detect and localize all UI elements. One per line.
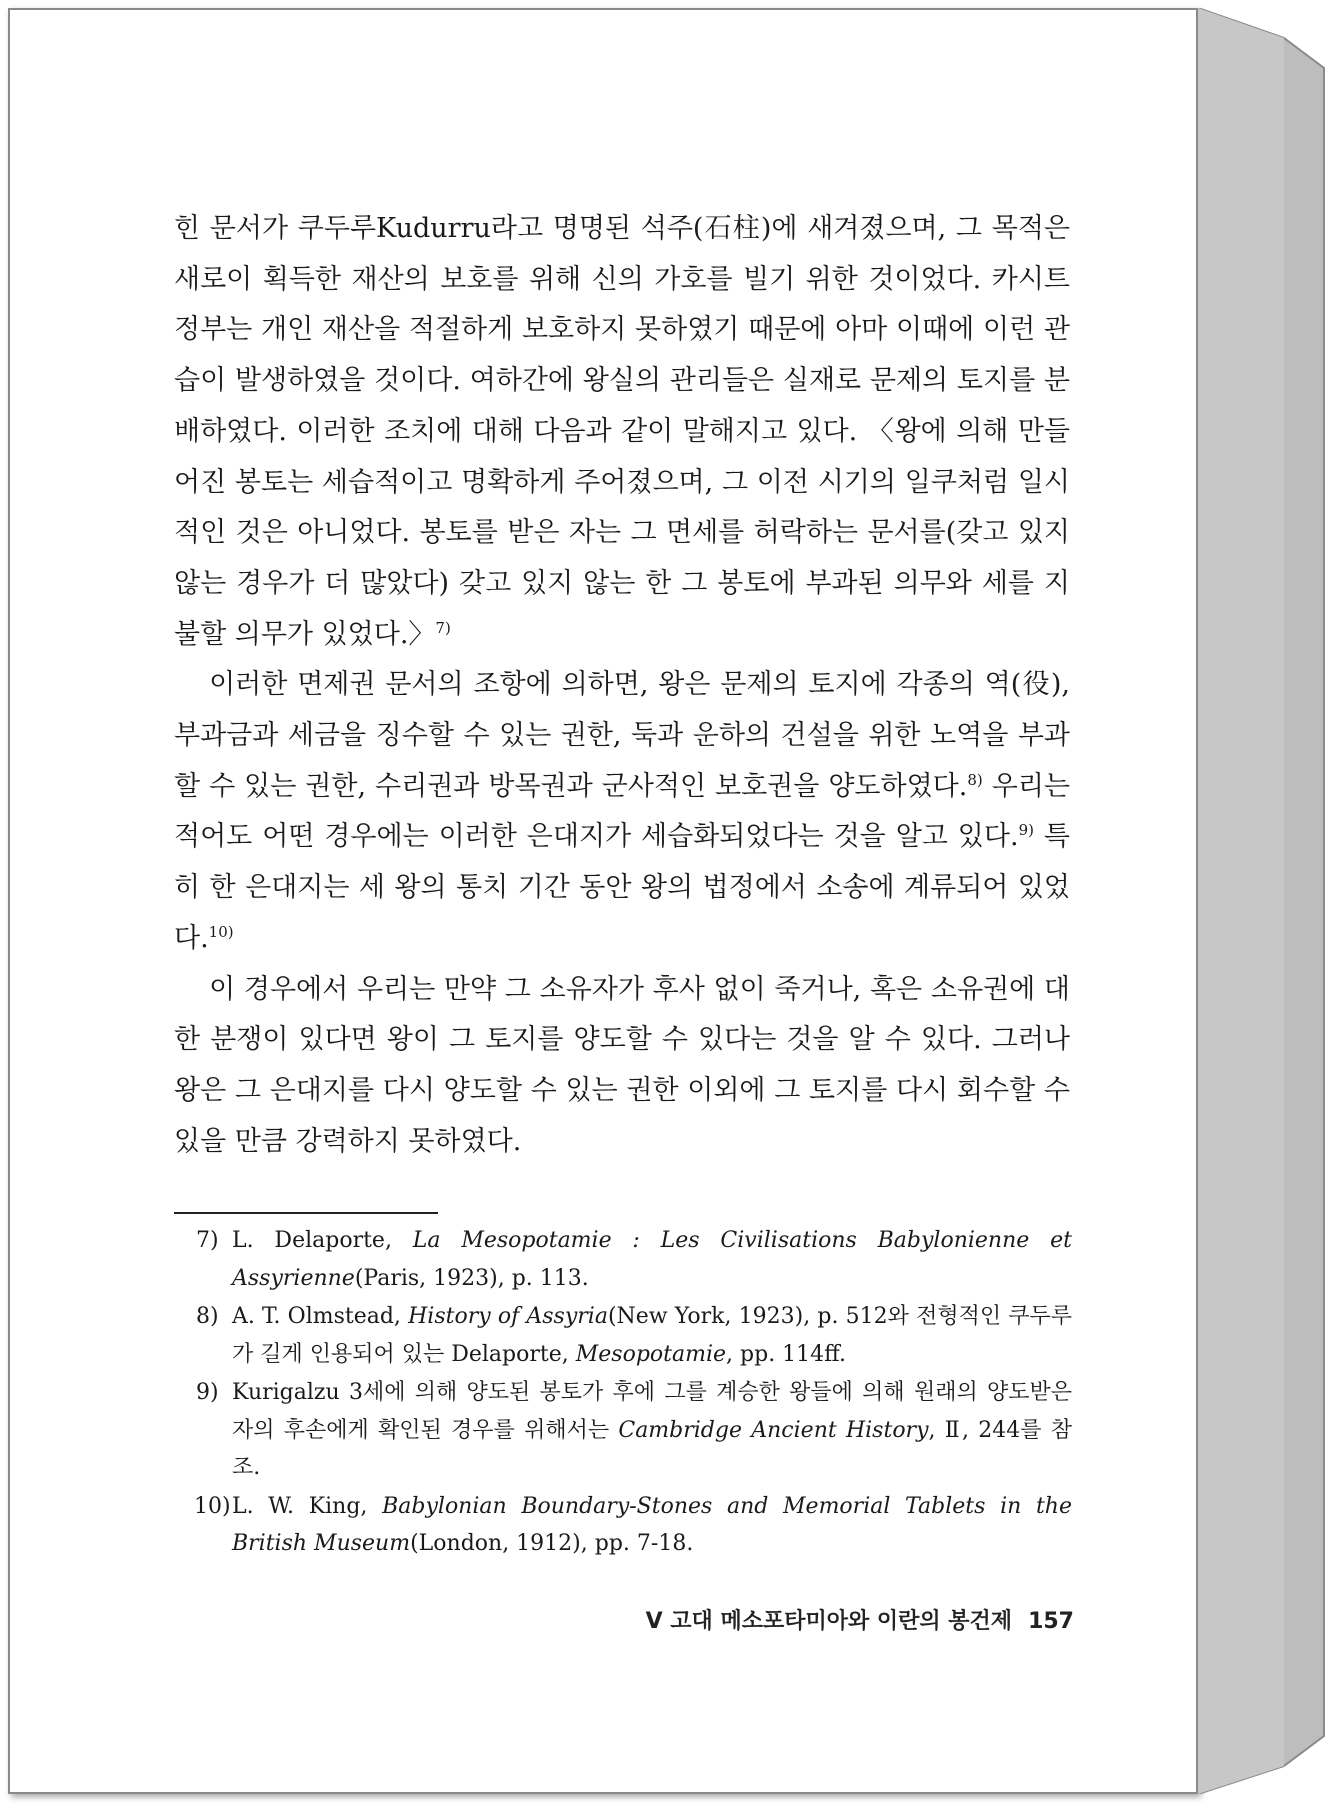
paragraph-2-text-c: 특히 한 은대지는 세 왕의 통치 기간 동안 왕의 법정에서 소송에 계류되어 있었다.	[174, 821, 1070, 954]
chapter-title: Ⅴ 고대 메소포타미아와 이란의 봉건제	[645, 1609, 1013, 1634]
footnote-9	[196, 1374, 1072, 1487]
footnote-title: Cambridge Ancient History	[618, 1417, 929, 1443]
footnote-title: Mesopotamie	[575, 1341, 727, 1367]
paragraph-3-text: 이 경우에서 우리는 만약 그 소유자가 후사 없이 죽거나, 혹은 소유권에 대한 분쟁이 있다면 왕이 그 토지를 양도할 수 있다는 것을 알 수 있다. 그러나 왕은 그 은대지를 다시 양도할 수 있는 권한 이외에 그 토지를 다시 회수할 수 있을 만큼 강력하지 못하였다.	[174, 973, 1070, 1157]
footnote-8	[196, 1298, 1072, 1373]
footnote-text: Kurigalzu 3세에 의해 양도된 봉토가 후에 그를 계승한 왕들에 의해 원래의 양도받은 자의 후손에게 확인된 경우를 위해서는	[232, 1380, 1072, 1443]
body-text	[174, 204, 1070, 1167]
page-footer	[580, 1604, 1074, 1635]
footnote-text: L. Delaporte,	[232, 1228, 413, 1253]
footnote-number: 7)	[196, 1228, 219, 1253]
footnote-text: , Ⅱ, 244를 참조.	[232, 1417, 1073, 1480]
footnote-title: History of Assyria	[408, 1304, 608, 1329]
footnotes	[196, 1222, 1072, 1564]
page-number: 157	[1028, 1609, 1074, 1634]
footnote-number: 8)	[196, 1304, 219, 1329]
footnote-text: L. W. King,	[232, 1493, 383, 1519]
footnote-title: La Mesopotamie : Les Civilisations Babylonienne et Assyrienne	[232, 1228, 1072, 1291]
paragraph-2-text-b: 우리는 적어도 어떤 경우에는 이러한 은대지가 세습화되었다는 것을 알고 있다.	[174, 770, 1070, 853]
paragraph-3	[174, 965, 1070, 1168]
footnote-number: 9)	[196, 1380, 219, 1405]
footnote-divider	[174, 1212, 438, 1214]
paragraph-1-text: 힌 문서가 쿠두루Kudurru라고 명명된 석주(石柱)에 새겨졌으며, 그 목적은 새로이 획득한 재산의 보호를 위해 신의 가호를 빌기 위한 것이었다. 카시트 정부는 개인 재산을 적절하게 보호하지 못하였기 때문에 아마 이때에 이런 관습이 발생하였을 것이다. 여하간에 왕실의 관리들은 실재로 문제의 토지를 분배하였다. 이러한 조치에 대해 다음과 같이 말해지고 있다. 〈왕에 의해 만들어진 봉토는 세습적이고 명확하게 주어졌으며, 그 이전 시기의 일쿠처럼 일시적인 것은 아니었다. 봉토를 받은 자는 그 면세를 허락하는 문서를(갖고 있지 않는 경우가 더 많았다) 갖고 있지 않는 한 그 봉토에 부과된 의무와 세를 지불할 의무가 있었다.〉	[174, 213, 1070, 650]
paragraph-1	[174, 204, 1070, 660]
book-edge	[1198, 8, 1328, 1794]
footnote-title: Babylonian Boundary-Stones and Memorial Tablets in the British Museum	[232, 1493, 1072, 1556]
footnote-ref-9: 9)	[1018, 821, 1034, 840]
footnote-number: 10)	[194, 1493, 231, 1519]
footnote-text: (New York, 1923), p. 512와 전형적인 쿠두루가 길게 인용되어 있는 Delaporte,	[232, 1304, 1072, 1367]
paragraph-2	[174, 660, 1070, 964]
footnote-10	[196, 1488, 1072, 1563]
footnote-7	[196, 1222, 1072, 1297]
book-edge-shape	[1198, 8, 1328, 1794]
footnote-ref-7: 7)	[435, 618, 451, 637]
footnote-text: , pp. 114ff.	[726, 1341, 847, 1367]
footnote-text: (London, 1912), pp. 7-18.	[410, 1531, 694, 1556]
footnote-text: A. T. Olmstead,	[232, 1304, 409, 1329]
footnote-text: (Paris, 1923), p. 113.	[354, 1265, 589, 1291]
paragraph-2-text-a: 이러한 면제권 문서의 조항에 의하면, 왕은 문제의 토지에 각종의 역(役), 부과금과 세금을 징수할 수 있는 권한, 둑과 운하의 건설을 위한 노역을 부과할 수 있는 권한, 수리권과 방목권과 군사적인 보호권을 양도하였다.	[174, 669, 1070, 802]
footnote-ref-8: 8)	[967, 770, 983, 789]
footnote-ref-10: 10)	[208, 922, 234, 941]
